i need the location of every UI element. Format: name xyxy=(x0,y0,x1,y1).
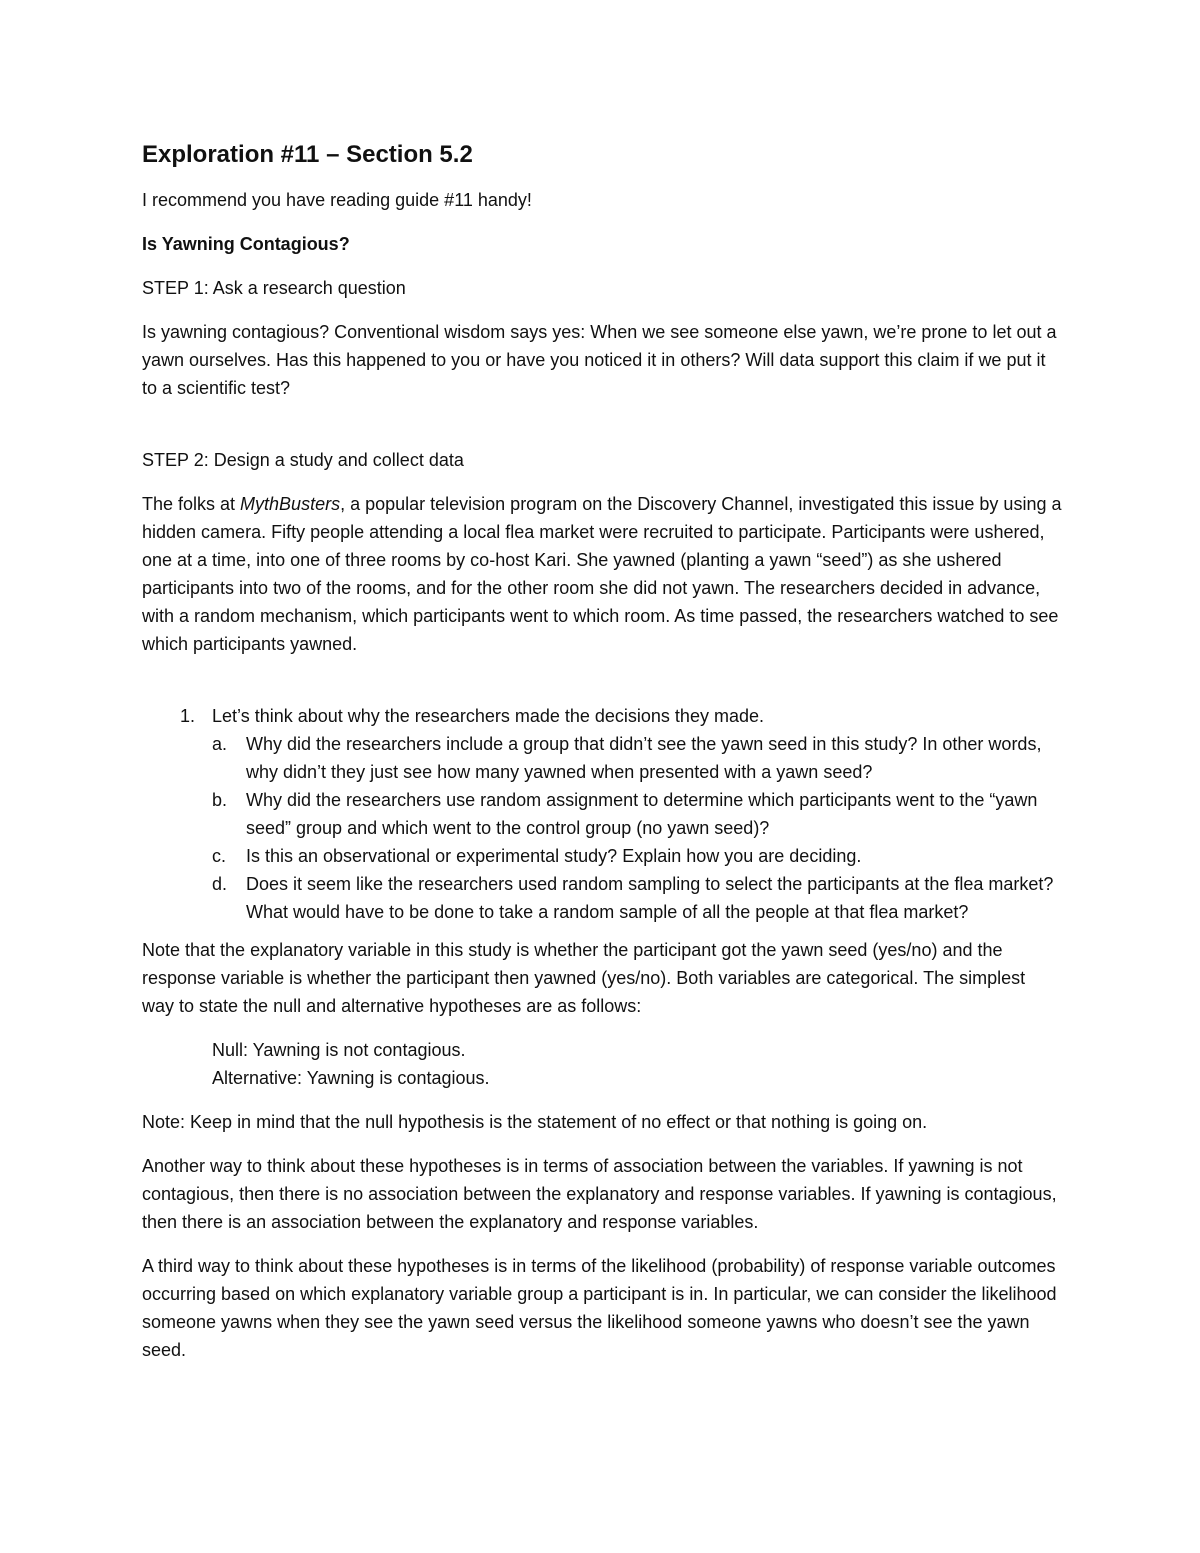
sub-question-text: Why did the researchers include a group that didn’t see the yawn seed in this study? In other words, why didn’t they just see how many yawned when presented with a yawn seed? xyxy=(246,734,1042,782)
sub-question-a xyxy=(212,730,1062,786)
sub-question-c xyxy=(212,842,1062,870)
null-hypothesis: Null: Yawning is not contagious. xyxy=(212,1040,466,1060)
question-item xyxy=(180,702,1062,926)
intro-text: I recommend you have reading guide #11 handy! xyxy=(142,190,532,210)
sub-question-list xyxy=(212,730,1062,926)
step2-text-before: The folks at xyxy=(142,494,241,514)
variables-note: Note that the explanatory variable in this study is whether the participant got the yawn seed (yes/no) and the response variable is whether the participant then yawned (yes/no). Both variables are categorical. The simplest way to state the null and alternative hypotheses are as follows: xyxy=(142,940,1026,1016)
question-number: 1. xyxy=(180,706,196,726)
step1-heading: STEP 1: Ask a research question xyxy=(142,278,406,298)
sub-question-letter: b. xyxy=(212,790,228,810)
document-body xyxy=(142,138,1062,1380)
step2-text-after: , a popular television program on the Discovery Channel, investigated this issue by using a hidden camera. Fifty people attending a local flea market were recruited to participate. Participants were ushered, one at a time, into one of three rooms by co-host Kari. She yawned (planting a yawn “seed”) as she ushered participants into two of the rooms, and for the other room she did not yawn. The researchers decided in advance, with a random mechanism, which participants went to which room. As time passed, the researchers watched to see which participants yawned. xyxy=(142,494,1062,654)
question-text: Let’s think about why the researchers made the decisions they made. xyxy=(212,706,764,726)
alternative-hypothesis: Alternative: Yawning is contagious. xyxy=(212,1068,490,1088)
question-list xyxy=(142,702,1062,926)
section-heading: Is Yawning Contagious? xyxy=(142,234,350,254)
step2-heading: STEP 2: Design a study and collect data xyxy=(142,450,464,470)
sub-question-text: Is this an observational or experimental study? Explain how you are deciding. xyxy=(246,846,862,866)
page-title: Exploration #11 – Section 5.2 xyxy=(142,141,473,168)
show-name: MythBusters xyxy=(240,494,341,514)
sub-question-text: Does it seem like the researchers used random sampling to select the participants at the flea market? What would have to be done to take a random sample of all the people at that flea market? xyxy=(246,874,1054,922)
likelihood-paragraph: A third way to think about these hypotheses is in terms of the likelihood (probability) of response variable outcomes occurring based on which explanatory variable group a participant is in. In particular, we can consider the likelihood someone yawns when they see the yawn seed versus the likelihood someone yawns who doesn’t see the yawn seed. xyxy=(142,1256,1057,1360)
sub-question-letter: d. xyxy=(212,874,228,894)
sub-question-d xyxy=(212,870,1062,926)
step2-paragraph xyxy=(142,490,1062,658)
hypotheses-block xyxy=(142,1036,1062,1092)
sub-question-b xyxy=(212,786,1062,842)
null-note: Note: Keep in mind that the null hypothesis is the statement of no effect or that nothing is going on. xyxy=(142,1112,928,1132)
step1-paragraph: Is yawning contagious? Conventional wisdom says yes: When we see someone else yawn, we’re prone to let out a yawn ourselves. Has this happened to you or have you noticed it in others? Will data support this claim if we put it to a scientific test? xyxy=(142,322,1057,398)
association-paragraph: Another way to think about these hypotheses is in terms of association between the variables. If yawning is not contagious, then there is no association between the explanatory and response variables. If yawning is contagious, then there is an association between the explanatory and response variables. xyxy=(142,1156,1057,1232)
sub-question-letter: c. xyxy=(212,846,227,866)
sub-question-letter: a. xyxy=(212,734,228,754)
sub-question-text: Why did the researchers use random assignment to determine which participants went to the “yawn seed” group and which went to the control group (no yawn seed)? xyxy=(246,790,1038,838)
